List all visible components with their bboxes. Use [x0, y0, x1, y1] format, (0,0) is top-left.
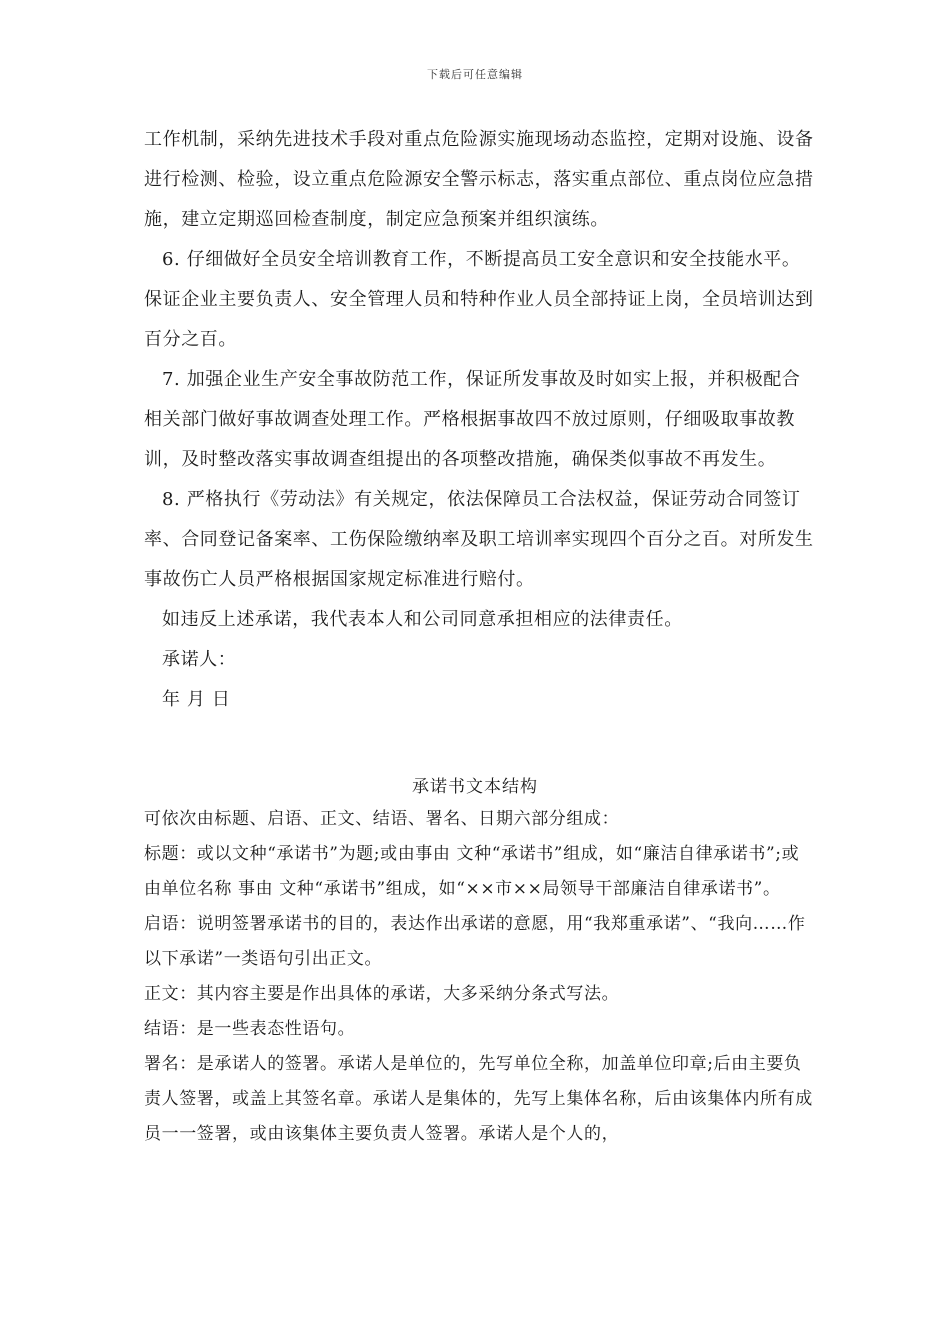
- paragraph-item-6: 6. 仔细做好全员安全培训教育工作，不断提高员工安全意识和安全技能水平。保证企业主要负责人、安全管理人员和特种作业人员全部持证上岗，全员培训达到百分之百。: [144, 249, 814, 350]
- structure-main-part: 正文：其内容主要是作出具体的承诺，大多采纳分条式写法。: [144, 984, 620, 1004]
- structure-body: [144, 802, 814, 1152]
- paragraph-item-7: 7. 加强企业生产安全事故防范工作，保证所发事故及时如实上报，并积极配合相关部门做好事故调查处理工作。严格根据事故四不放过原则，仔细吸取事故教训，及时整改落实事故调查组提出的各项整改措施，确保类似事故不再发生。: [144, 369, 801, 470]
- structure-intro: 可依次由标题、启语、正文、结语、署名、日期六部分组成：: [144, 809, 620, 829]
- structure-ending-part: 结语：是一些表态性语句。: [144, 1019, 356, 1039]
- header-note: 下载后可任意编辑: [427, 68, 523, 81]
- signer-line: 承诺人：: [162, 649, 237, 670]
- section-title: 承诺书文本结构: [412, 777, 538, 797]
- structure-signature-part: 署名：是承诺人的签署。承诺人是单位的，先写单位全称，加盖单位印章;后由主要负责人签署，或盖上其签名章。承诺人是集体的，先写上集体名称，后由该集体内所有成员一一签署，或由该集体主要负责人签署。承诺人是个人的，: [144, 1054, 813, 1144]
- date-line: 年 月 日: [162, 689, 231, 710]
- paragraph-item-8: 8. 严格执行《劳动法》有关规定，依法保障员工合法权益，保证劳动合同签订率、合同登记备案率、工伤保险缴纳率及职工培训率实现四个百分之百。对所发生事故伤亡人员严格根据国家规定标准进行赔付。: [144, 489, 814, 590]
- structure-opening-part: 启语：说明签署承诺书的目的，表达作出承诺的意愿，用“我郑重承诺”、“我向……作以下承诺”一类语句引出正文。: [144, 914, 806, 969]
- structure-title-part: 标题：或以文种“承诺书”为题;或由事由 文种“承诺书”组成，如“廉洁自律承诺书”;或由单位名称 事由 文种“承诺书”组成，如“××市××局领导干部廉洁自律承诺书”。: [144, 844, 800, 899]
- closing-statement: 如违反上述承诺，我代表本人和公司同意承担相应的法律责任。: [162, 609, 683, 630]
- commitment-body: [144, 120, 814, 720]
- paragraph-mechanism: 工作机制，采纳先进技术手段对重点危险源实施现场动态监控，定期对设施、设备进行检测、检验，设立重点危险源安全警示标志，落实重点部位、重点岗位应急措施，建立定期巡回检查制度，制定应急预案并组织演练。: [144, 129, 814, 230]
